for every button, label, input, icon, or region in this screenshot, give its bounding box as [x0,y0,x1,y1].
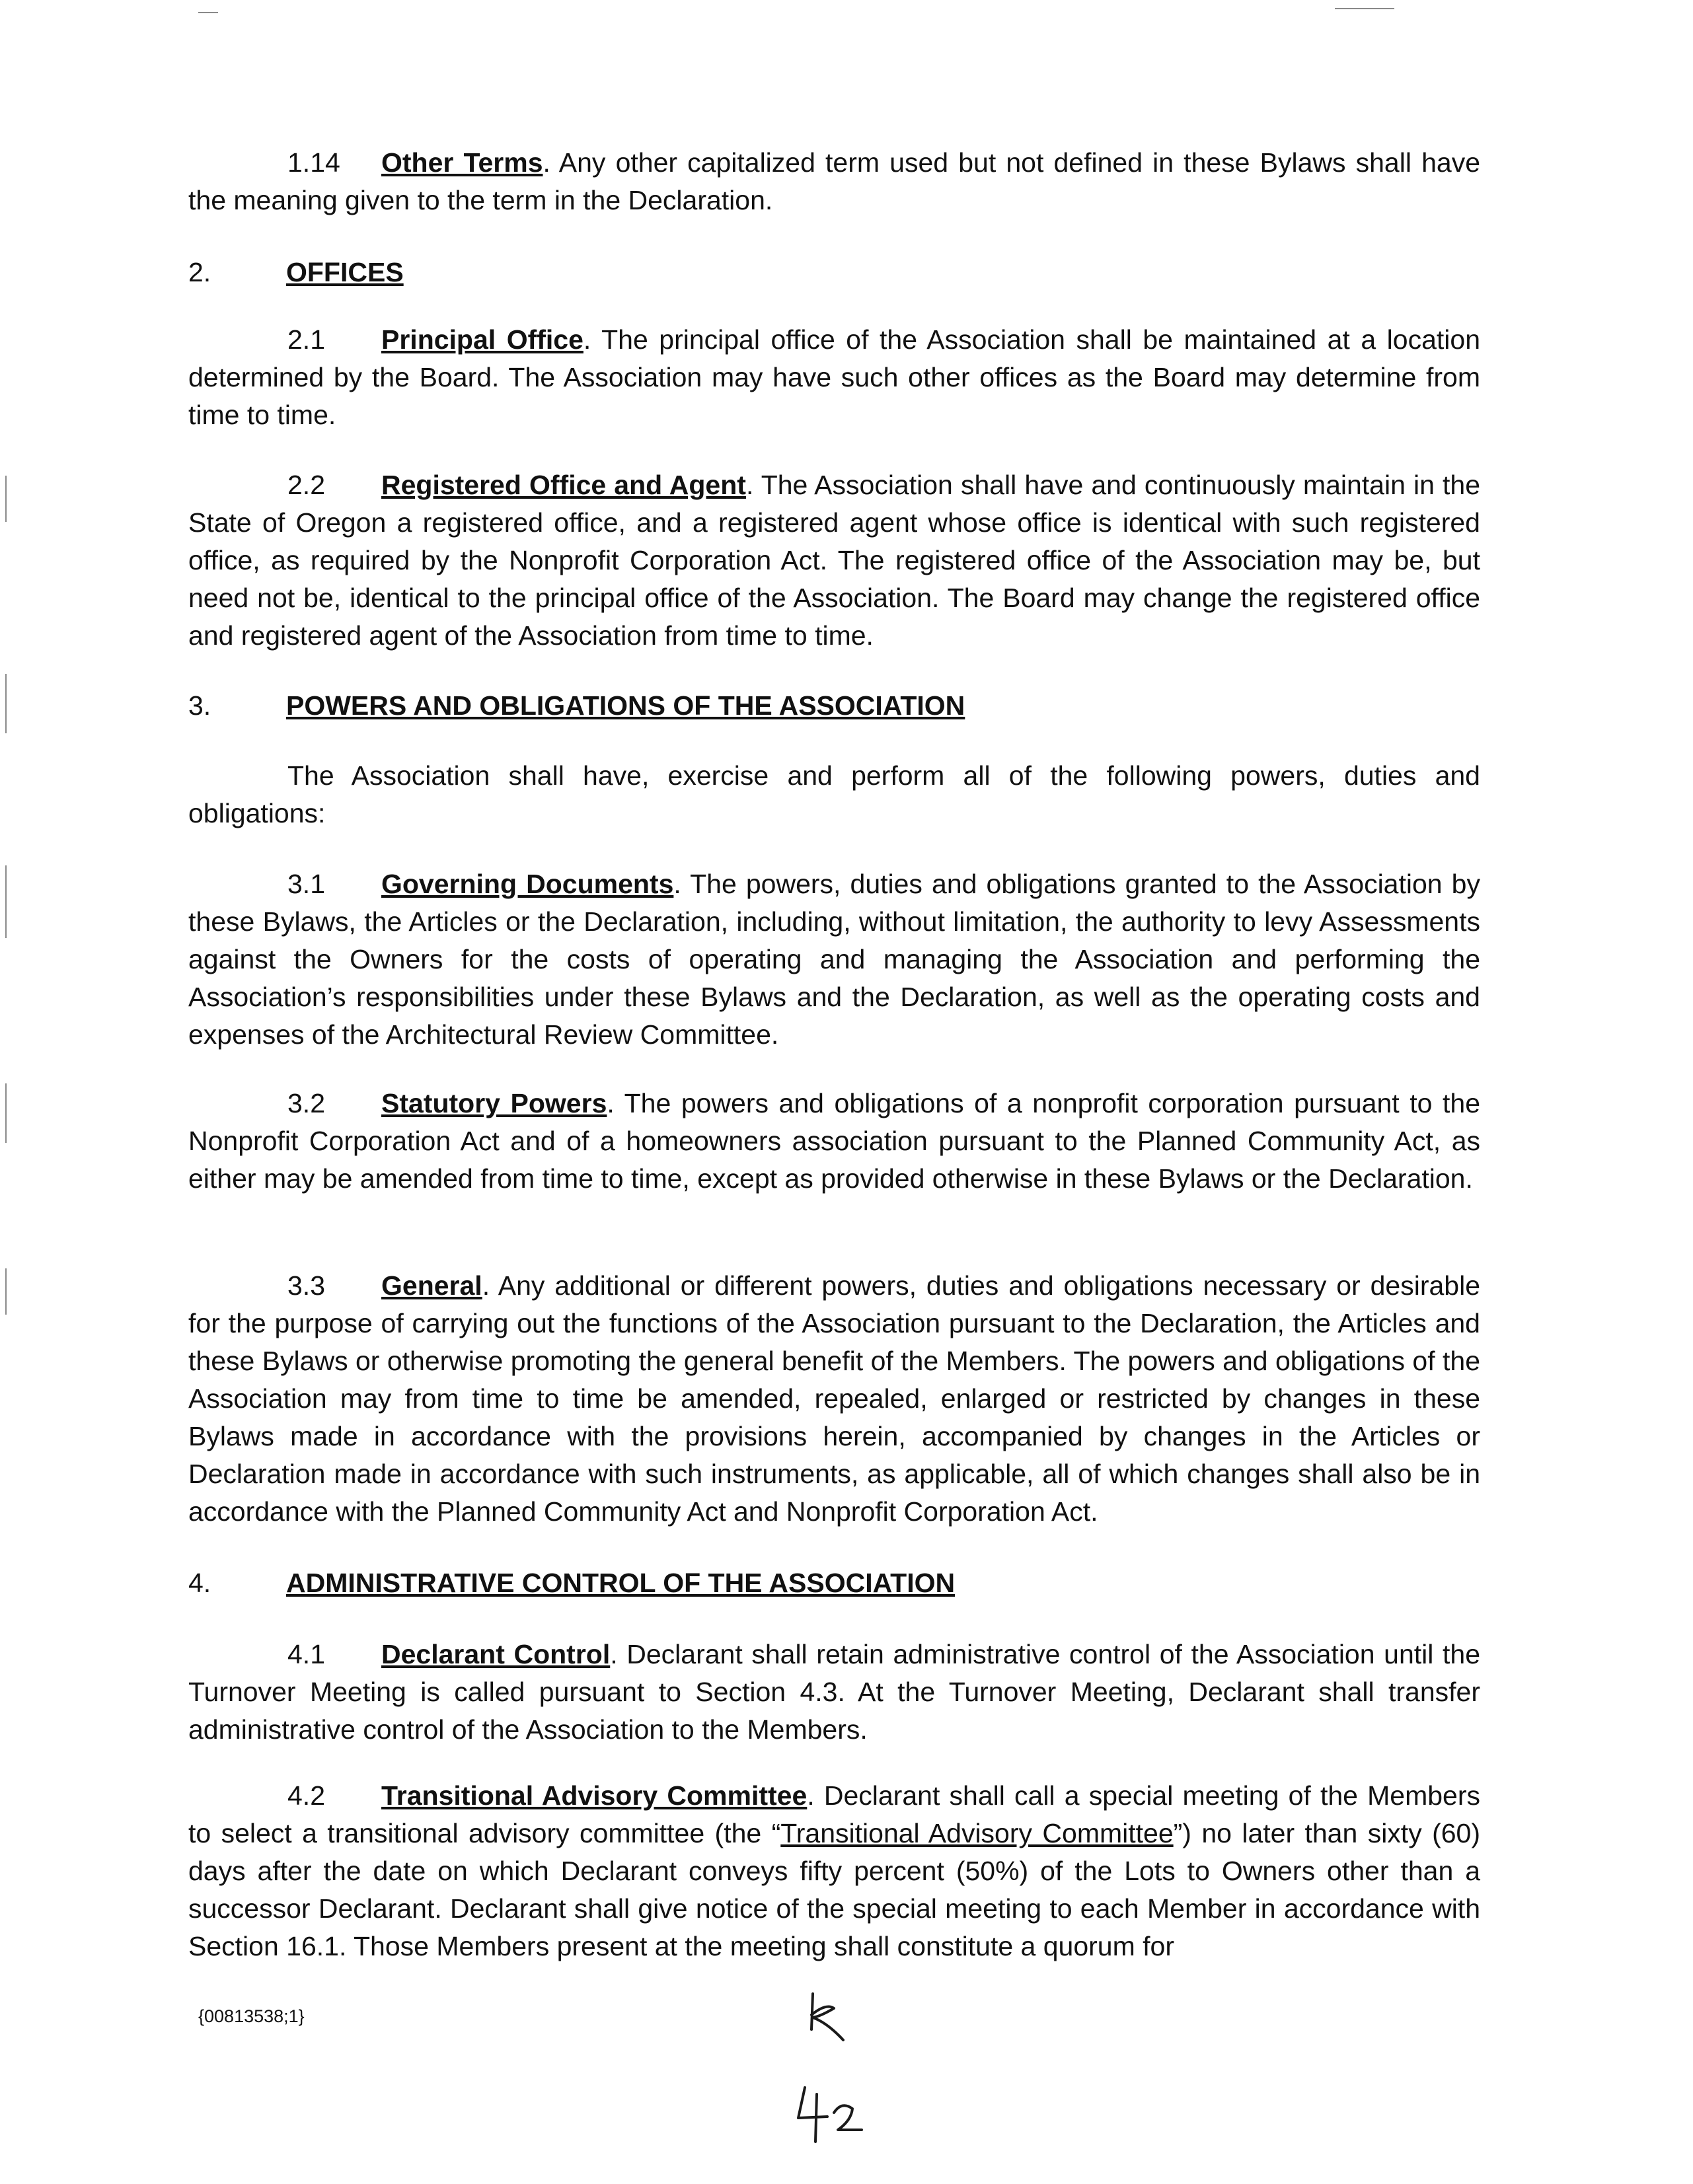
section-4-1 [188,1636,1480,1749]
section-term: Principal Office [381,324,583,355]
section-3-3 [188,1267,1480,1531]
heading-4 [188,1564,955,1602]
section-text: . Any other capitalized term used but not defined in these Bylaws shall have the meaning given to the term in the Declaration. [188,147,1480,215]
section-number: 4.2 [287,1780,325,1811]
scan-artifact-left [5,865,7,938]
section-text: . The principal office of the Association shall be maintained at a location determined by the Board. The Association may have such other offices as the Board may determine from time to time. [188,324,1480,430]
section-text: . The powers and obligations of a nonprofit corporation pursuant to the Nonprofit Corporation Act and of a homeowners association pursuant to the Planned Community Act, as either may be amended from time to time, except as provided otherwise in these Bylaws or the Declaration. [188,1088,1480,1194]
scan-artifact-top [1335,8,1394,9]
section-1-14 [188,144,1480,219]
scan-artifact-top [198,12,218,13]
section-term: Transitional Advisory Committee [381,1780,808,1811]
handwritten-initial-k [811,1994,843,2040]
section-term: Statutory Powers [381,1088,607,1118]
section-number: 3.2 [287,1088,325,1118]
scan-artifact-left [5,1268,7,1315]
section-term: Declarant Control [381,1639,611,1669]
heading-title: POWERS AND OBLIGATIONS OF THE ASSOCIATION [286,690,965,721]
section-text: . Declarant shall call a special meeting of the Members to select a transitional advisory committee (the “ [188,1780,1480,1848]
heading-number: 3. [188,690,211,721]
heading-number: 4. [188,1568,211,1598]
section-text: ”) no later than sixty (60) days after the date on which Declarant conveys fifty percent (50%) of the Lots to Owners other than a successor Declarant. Declarant shall give notice of the special meeting to each Member in accordance with Section 16.1. Those Members present at the meeting shall constitute a quorum for [188,1818,1480,1961]
section-3-1 [188,865,1480,1054]
section-2-2 [188,466,1480,655]
section-term: Governing Documents [381,869,674,899]
section-number: 2.1 [287,324,325,355]
section-number: 4.1 [287,1639,325,1669]
section-4-2 [188,1777,1480,1965]
scan-artifact-left [5,674,7,733]
section-number: 1.14 [287,147,340,178]
handwritten-marks [773,1988,892,2147]
section-2-1 [188,321,1480,434]
heading-title: ADMINISTRATIVE CONTROL OF THE ASSOCIATION [286,1568,956,1598]
section-term: General [381,1270,482,1301]
section-number: 3.3 [287,1270,325,1301]
scan-artifact-left [5,1083,7,1143]
section-text: . The Association shall have and continuously maintain in the State of Oregon a registered office, and a registered agent whose office is identical with such registered office, as required by the Nonprofit Corporation Act. The registered office of the Association may be, but need not be, identical to the principal office of the Association. The Board may change the registered office and registered agent of the Association from time to time. [188,470,1480,651]
section-text: . Declarant shall retain administrative control of the Association until the Turnover Meeting is called pursuant to Section 4.3. At the Turnover Meeting, Declarant shall transfer administrative control of the Association to the Members. [188,1639,1480,1745]
heading-3 [188,687,965,725]
scan-artifact-left [5,476,7,522]
section-term: Other Terms [381,147,543,178]
document-reference: {00813538;1} [198,2006,305,2026]
section-number: 2.2 [287,470,325,500]
section-text: . The powers, duties and obligations granted to the Association by these Bylaws, the Articles or the Declaration, including, without limitation, the authority to levy Assessments against the Owners for the costs of operating and managing the Association and performing the Association’s responsibilities under these Bylaws and the Declaration, as well as the operating costs and expenses of the Architectural Review Committee. [188,869,1480,1050]
section-number: 3.1 [287,869,325,899]
section-3-intro: The Association shall have, exercise and perform all of the following powers, duties and obligations: [188,760,1480,828]
section-text: . Any additional or different powers, duties and obligations necessary or desirable for the purpose of carrying out the functions of the Association pursuant to the Declaration, the Articles and these Bylaws or otherwise promoting the general benefit of the Members. The powers and obligations of the Association may from time to time be amended, repealed, enlarged or restricted by changes in these Bylaws made in accordance with the provisions herein, accompanied by changes in the Articles or Declaration made in accordance with such instruments, as applicable, all of which changes shall also be in accordance with the Planned Community Act and Nonprofit Corporation Act. [188,1270,1480,1527]
defined-term: Transitional Advisory Committee [780,1818,1174,1848]
heading-number: 2. [188,257,211,287]
section-term: Registered Office and Agent [381,470,746,500]
handwritten-digit-4 [798,2088,827,2142]
heading-2 [188,254,404,291]
section-3-2 [188,1085,1480,1198]
handwritten-digit-2 [834,2105,862,2130]
heading-title: OFFICES [286,257,404,287]
